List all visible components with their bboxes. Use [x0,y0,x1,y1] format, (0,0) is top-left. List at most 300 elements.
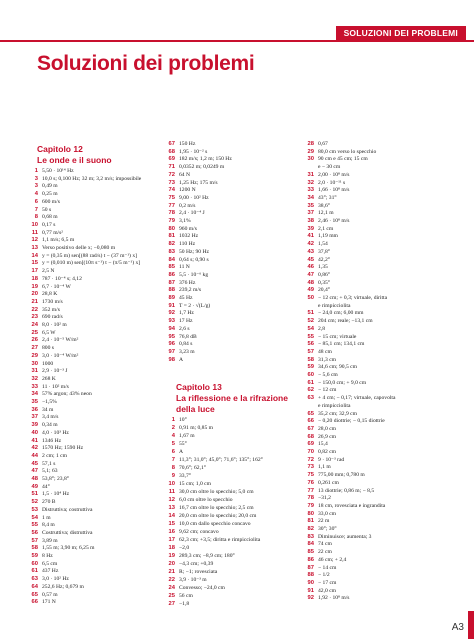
answer-row [24,576,69,583]
problem-number: 9 [171,473,175,479]
answer-row [300,264,328,271]
answer-row [300,441,328,448]
answer-row [161,417,187,424]
problem-number: 6 [34,198,38,205]
answer-text: 1,95 · 10⁻² s [179,148,208,155]
answer-text: e rimpicciolita [318,302,351,309]
problem-number: 24 [168,585,175,591]
answer-text: 2 cm; 1 cm [42,452,68,459]
answer-row [161,272,208,279]
problem-number: 74 [168,187,175,194]
answer-row [161,569,217,576]
answer-row [24,214,58,221]
answer-row [300,280,330,287]
section-label: SOLUZIONI DEI PROBLEMI [336,26,466,40]
problem-number: 12 [168,497,175,503]
problem-number: 30 [31,360,38,367]
answer-row [300,195,337,202]
answer-text: 1730 m/s [42,298,63,305]
answer-row [24,538,58,545]
problem-number: 78 [307,495,314,502]
problem-number: 47 [31,468,38,475]
answer-text: − 12 cm [318,387,337,394]
problem-number: 7 [171,457,175,463]
answer-row [161,334,197,341]
problem-number: 79 [307,502,314,509]
answer-row [24,407,53,414]
answer-row [300,472,365,479]
problem-number: 38 [307,218,314,224]
problem-number: 24 [31,322,38,328]
answer-text: 268 K [42,375,56,382]
answer-text: 56 cm [179,593,193,599]
answer-row [24,276,82,283]
answer-text: 42,0 cm [318,587,337,594]
problem-number: 98 [168,356,175,363]
answer-text: 2,5 N [42,268,55,275]
answer-text: 252,6 Hz; 0,679 m [42,583,84,590]
answer-text: 74 cm [318,541,332,548]
answer-row [24,468,58,475]
problem-number: 21 [31,298,38,305]
problem-number: 17 [31,268,38,275]
answer-row [300,141,328,148]
answer-row [300,272,330,279]
problem-number: 56 [307,341,314,348]
answer-text: 42,2° [318,256,331,263]
side-margin [452,0,474,643]
answer-text: 1,1 m/s; 6,5 m [42,237,75,244]
answer-row [161,357,183,364]
answer-row [24,391,92,398]
answer-text: 0,57 m [42,591,58,598]
problem-number: 46 [307,264,314,271]
answer-text: 62,3 cm; +3,5; diritta e rimpicciolita [179,537,261,543]
answer-row [24,384,69,391]
answer-text: 0,67 [318,141,328,147]
answer-text: 2,9 · 10⁻³ J [42,368,68,375]
answer-text: − 1/2 [318,572,330,579]
problem-number: 45 [307,256,314,263]
problem-number: 41 [31,437,38,444]
answer-row [161,513,256,520]
answer-row [300,372,338,379]
answer-row [300,488,374,495]
problem-number: 7 [34,206,38,213]
answer-row [24,461,55,468]
answer-row [300,557,346,564]
answer-row [161,233,198,240]
problem-number: 66 [31,599,38,606]
problem-number: 65 [307,410,314,417]
chapter13-subtitle-line1: La riflessione e la rifrazione [176,393,288,403]
answer-text: 1,54 [318,241,328,248]
problem-number: 44 [31,452,38,459]
answer-text: 2,4 · 10⁻⁵ W/m² [42,337,79,344]
answer-row [161,218,191,225]
answer-row [24,368,67,375]
chapter12-subtitle: Le onde e il suono [37,155,112,165]
answer-row [300,180,345,187]
answer-row [300,572,330,579]
answer-text: 1,1 m [318,464,331,471]
problem-number: 35 [307,202,314,209]
answer-text: − 0,20 diottrie; − 0,15 diottrie [318,418,385,425]
problem-number: 97 [168,348,175,355]
problem-number: 96 [168,341,175,348]
problem-number: 55 [31,522,38,529]
problem-number: 50 [307,295,314,301]
problem-number: 10 [31,221,38,228]
answer-row [300,595,349,602]
problem-number: 40 [31,429,38,436]
problem-number: 63 [31,576,38,583]
problem-number: 75 [168,194,175,201]
answer-row [24,484,50,491]
problem-number: 35 [31,399,38,405]
answer-row [161,187,196,194]
answer-text: 20,0 cm oltre lo specchio; 20,0 cm [179,513,257,519]
answer-text: 2,1 cm [318,225,334,232]
answer-text: 182 m/s; 1,2 m; 150 Hz [179,156,232,163]
answers-column-1 [24,168,164,618]
answer-row [300,449,336,456]
problem-number: 78 [168,210,175,217]
problem-number: 94 [168,325,175,332]
answer-text: 1,25 Hz; 175 m/s [179,179,218,186]
problem-number: 2 [171,425,175,431]
answer-row [300,249,330,256]
answer-row [161,341,192,348]
answer-text: 1,67 m [179,433,195,439]
answer-row [300,257,330,264]
problem-number: 67 [307,425,314,432]
problem-number: 81 [307,518,314,525]
answer-text: 20,4° [318,287,331,294]
problem-number: 14 [168,513,175,519]
answer-row [300,418,385,425]
problem-number: 43 [307,248,314,255]
answer-row [161,577,207,584]
answer-text: 204 cm; reale; −13,1 cm [318,318,373,325]
answer-text: − 5,6 cm [318,372,338,378]
answer-text: 0,0352 m; 0,0249 m [179,164,225,171]
answer-text: − 24,0 cm; 6,00 mm [318,310,364,317]
answer-text: 12,1 m [318,210,334,217]
answer-row [24,314,63,321]
answer-row [24,222,55,229]
answer-row [24,561,57,568]
answer-text: 787 · 10⁻⁴ s; 4,12 [42,275,82,282]
answer-text: 8,0 · 10² m [42,322,67,328]
answer-text: 2,4 · 10⁻⁴ J [179,210,205,217]
problem-number: 76 [307,479,314,486]
answer-text: 1032 Hz [179,233,199,240]
problem-number: 91 [168,302,175,309]
answer-row [300,387,336,394]
answer-row [24,207,51,214]
answer-row [24,168,74,175]
answer-text: 33,7° [179,473,192,479]
answer-row [24,307,60,314]
answer-text: 1,35 [318,264,328,271]
answer-text: 76,8 dB [179,333,197,340]
answer-text: 5,50 · 10¹⁴ Hz [42,168,74,174]
answer-row [24,253,137,260]
problem-number: 82 [168,241,175,248]
answer-text: 35,2 cm; 32,9 cm [318,410,357,417]
answer-text: − 150,0 cm; + 9,0 cm [318,379,367,386]
answer-row [24,376,56,383]
answer-row [161,257,209,264]
answer-row [24,430,69,437]
answer-row [300,526,337,533]
problem-number: 20 [168,561,175,567]
problem-number: 13 [31,245,38,251]
answer-text: 800 s [42,345,54,352]
answer-row [24,445,83,452]
problem-number: 18 [168,545,175,551]
problem-number: 83 [307,533,314,540]
answer-text: 10° [179,417,187,423]
answer-row [161,310,194,317]
answer-text: 46 cm; + 2,4 [318,556,347,563]
problem-number: 36 [31,406,38,413]
problem-number: 56 [31,529,38,536]
answer-row [24,284,71,291]
answer-row [161,280,195,287]
answer-text: 270 B [42,499,56,506]
answer-text: 10,0 cm dallo specchio concavo [179,521,251,527]
answer-text: Costruttiva; distruttiva [42,529,93,536]
answer-text: 18 cm, rovesciata e ingrandita [318,502,386,509]
answer-row [24,545,95,552]
problem-number: 4 [171,433,175,439]
answer-text: 1,66 · 10⁸ m/s [318,187,350,194]
problem-number: 32 [31,375,38,382]
problem-number: 88 [168,287,175,294]
answer-text: 1,5 · 10⁴ Hz [42,491,70,498]
answer-row [161,441,187,448]
answer-text: 11 · 10² m/s [42,383,69,390]
problem-number: 5 [171,441,175,447]
answer-row [24,584,84,591]
answer-row [300,218,349,225]
answer-text: −4,3 cm; +0,39 [179,561,214,567]
answer-text: 376 Hz [179,279,196,286]
problem-number: 88 [307,572,314,579]
answer-text: 0,64 s; 0,90 s [179,256,209,263]
problem-number: 59 [307,364,314,371]
answer-text: 1,19 mm [318,233,338,240]
answer-row [300,172,349,179]
problem-number: 37 [31,414,38,421]
answer-text: 0,91 m; 0,85 m [179,425,214,431]
answer-text: 960 m/s [179,225,197,232]
answer-text: 15,4 [318,441,328,448]
answer-row [24,499,56,506]
problem-number: 20 [31,291,38,298]
answer-text: 34,6 cm; 90,5 cm [318,364,357,371]
answer-text: −2,0 [179,545,190,551]
answer-row [24,592,58,599]
problem-number: 55 [307,333,314,340]
problem-number: 42 [307,241,314,248]
answer-row [161,553,235,560]
problem-number: 11 [168,489,175,495]
answer-row [24,453,67,460]
answer-text: 26,9 cm [318,433,337,440]
answer-text: Convesso; −24,0 cm [179,585,225,591]
problem-number: 29 [307,148,314,155]
answer-text: 22 m [318,518,330,525]
answer-row [161,497,233,504]
page-tab-mark [468,611,474,639]
answer-text: 30°; 30° [318,526,337,532]
answer-row [300,233,338,240]
problem-number: 49 [31,483,38,490]
answer-row [300,457,344,464]
problem-number: 75 [307,472,314,479]
answer-row [161,203,195,210]
problem-number: 32 [307,179,314,186]
answer-row [161,295,193,302]
answer-text: 0,77 m/s² [42,229,63,236]
answer-text: 57,1 s [42,460,56,467]
problem-number: 60 [31,560,38,567]
problem-number: 12 [31,237,38,244]
problem-number: 11 [31,229,38,236]
problem-number: 45 [31,460,38,467]
problem-number: 8 [34,214,38,221]
answer-row [300,541,332,548]
problem-number: 52 [31,499,38,506]
answer-text: 437 Hz [42,568,59,575]
problem-number: 19 [31,283,38,290]
answer-row [161,585,225,592]
answer-row [161,433,195,440]
answer-row [161,473,191,480]
answer-row [161,449,183,456]
problem-number: 80 [168,225,175,232]
problem-number: 69 [168,156,175,163]
answers-column-3 [300,141,450,621]
answer-text: A [179,356,184,363]
problem-number: 73 [307,464,314,471]
problem-number: 48 [31,476,38,482]
problem-number: 27 [168,601,175,607]
answer-row [300,395,395,402]
problem-number: 61 [307,379,314,386]
problem-number: 51 [307,310,314,317]
answer-row [161,164,224,171]
problem-number: 68 [307,433,314,440]
answer-text: 0,25 m [42,191,58,198]
problem-number: 18 [31,275,38,282]
answer-text: 171 N [42,599,56,606]
answer-text: 9,00 · 10² Hz [179,194,209,201]
answer-text: 45 Hz [179,295,193,301]
answer-row [161,505,254,512]
problem-number: 39 [307,225,314,232]
answer-text: − 15 cm; virtuale [318,333,357,340]
answers-column-2-top [161,141,301,371]
chapter13-subtitle-line2: della luce [176,404,215,414]
answer-text: − 17 cm [318,579,337,586]
answer-text: 239,2 m/s [179,287,202,294]
answer-row [300,380,366,387]
answer-row [24,522,55,529]
problem-number: 53 [31,506,38,513]
answer-text: 53,8°; 23,8° [42,476,70,482]
problem-number: 69 [307,441,314,448]
answer-text: 1346 Hz [42,437,62,444]
answer-text: − 85,1 cm; 134,1 cm [318,341,365,348]
problem-number: 62 [307,387,314,394]
answer-text: 3,4 m/s [42,414,59,421]
answer-row [300,303,350,310]
problem-number: 1 [171,417,175,423]
answer-text: 2,0 · 10⁻¹¹ s [318,179,346,186]
answer-row [300,164,340,171]
problem-number: 25 [168,593,175,599]
answer-row [24,260,140,267]
answer-text: 8,4 m [42,522,55,529]
problem-number: 90 [307,579,314,586]
answer-row [300,326,325,333]
problem-number: 87 [307,564,314,571]
problem-number: 93 [168,318,175,325]
answer-text: 0,49 m [42,183,58,190]
answer-row [24,515,51,522]
answer-row [24,199,60,206]
problem-number: 27 [31,345,38,352]
problem-number: 8 [171,465,175,471]
problem-number: 84 [168,256,175,263]
answer-text: 0,86° [318,271,331,278]
answer-row [161,457,263,464]
answer-row [300,310,363,317]
problem-number: 82 [307,526,314,532]
answer-row [300,226,333,233]
answer-text: 0,35° [318,279,331,286]
answer-text: 0,68 m [42,214,58,221]
answer-text: 55° [179,441,187,447]
answer-row [300,334,356,341]
answer-row [161,149,207,156]
answer-text: 28,8 K [42,291,58,298]
problem-number: 64 [31,583,38,590]
problem-number: 95 [168,333,175,340]
answer-row [161,529,219,536]
answer-row [24,183,58,190]
problem-number: 67 [168,141,175,147]
answer-text: 50 Hz; 90 Hz [179,248,209,255]
answer-text: 9 · 10⁻³ rad [318,456,345,463]
answer-row [24,245,115,252]
problem-number: 48 [307,279,314,286]
answer-text: 3,0 · 10⁻⁴ W/m² [42,352,79,359]
answer-row [24,491,69,498]
answer-text: 0,17 s [42,221,56,228]
answer-text: 50 s [42,206,52,213]
answer-text: 1,92 · 10⁸ m/s [318,595,350,602]
problem-number: 65 [31,591,38,598]
answer-row [24,237,74,244]
answer-row [300,203,330,210]
problem-number: 13 [168,505,175,511]
answer-text: 1570 Hz; 1590 Hz [42,445,84,452]
